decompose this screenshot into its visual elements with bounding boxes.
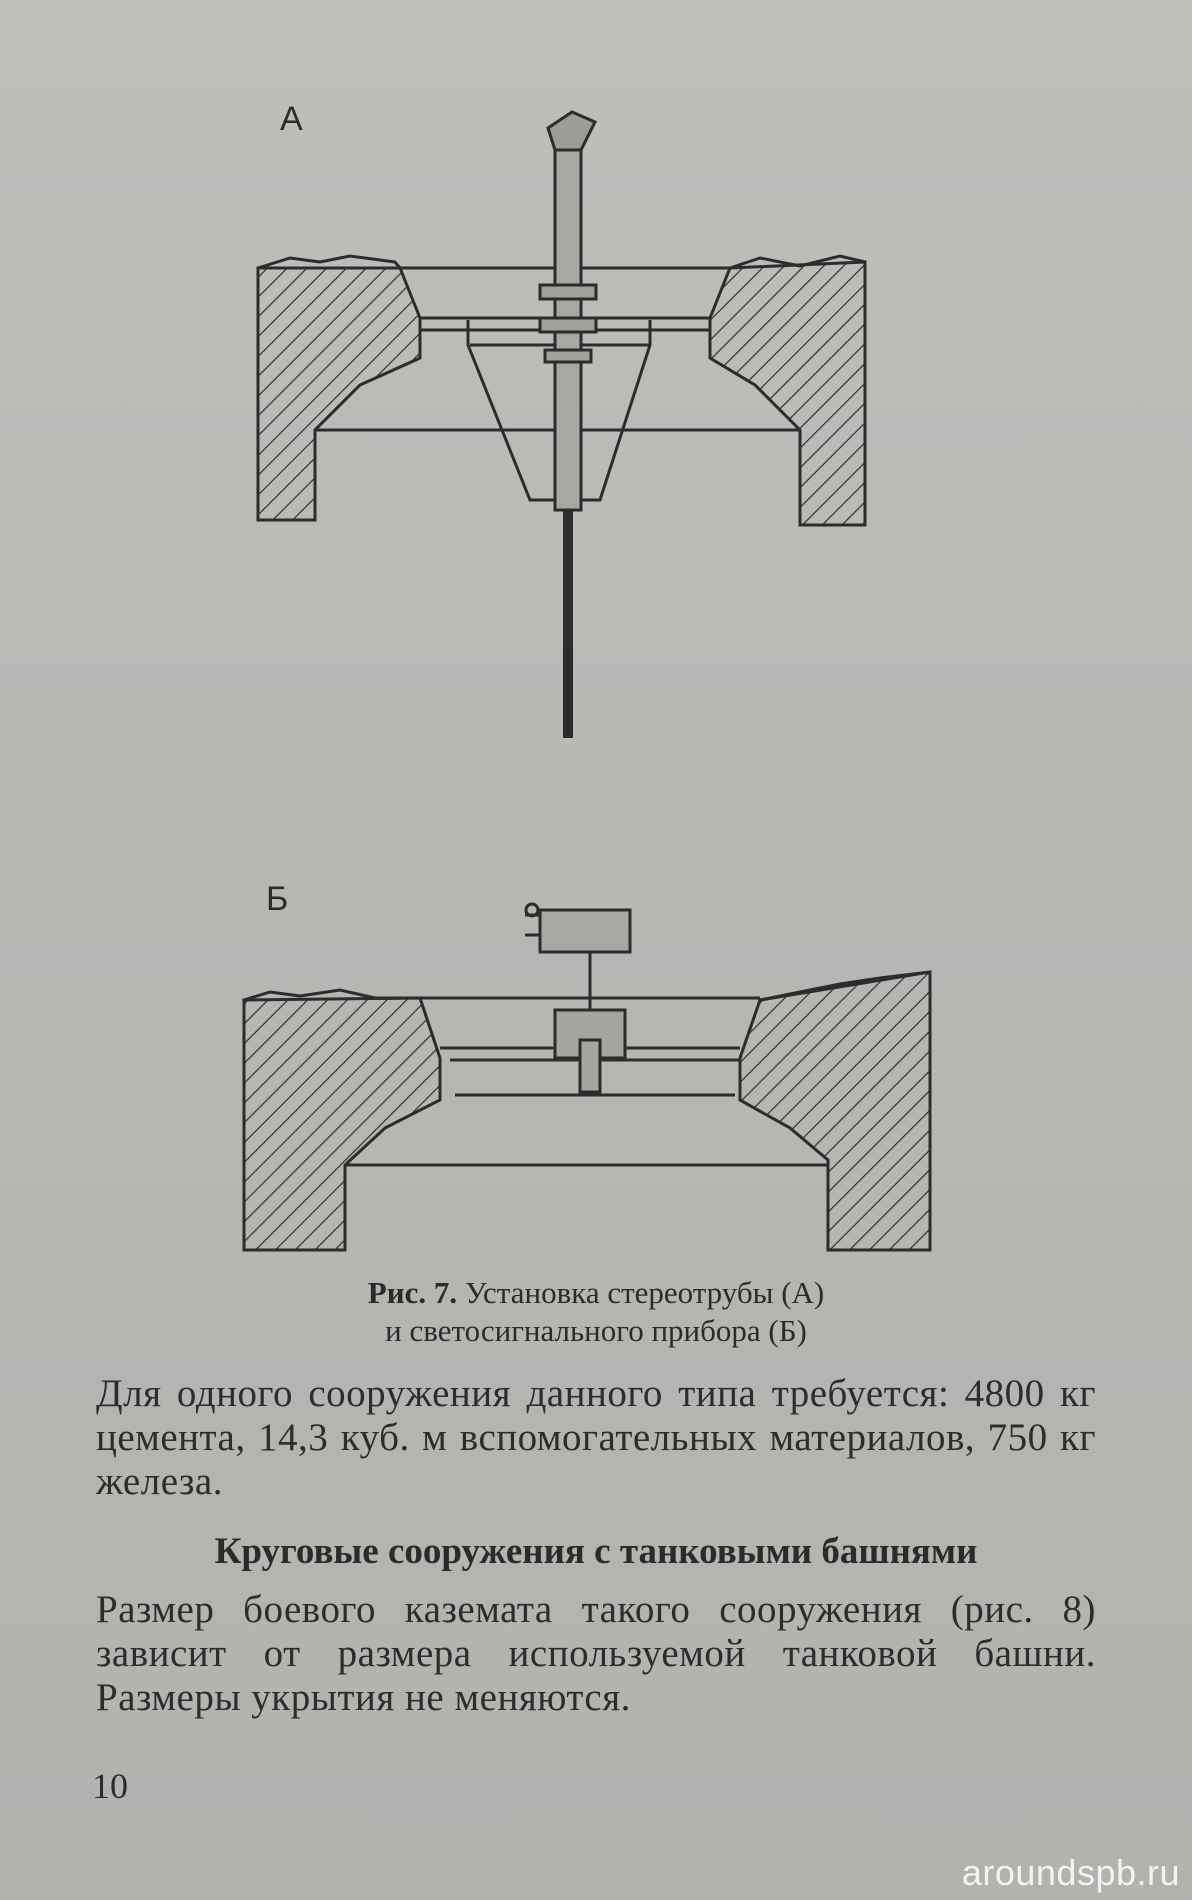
figure-caption-line2: и светосигнального прибора (Б)	[385, 1313, 807, 1348]
drawing-a-stereotube	[258, 112, 865, 738]
figure-label-a: А	[280, 100, 303, 138]
page-number: 10	[92, 1766, 128, 1806]
left-wall-b	[244, 998, 440, 1250]
right-wall-b	[740, 972, 930, 1250]
figure-caption-line1	[0, 1272, 1192, 1314]
paragraph-materials: Для одного сооружения данного типа требуется: 4800 кг цемента, 14,3 куб. м вспомогательных материалов, 750 кг железа.	[96, 1372, 1096, 1503]
figure-caption-text1: Установка стереотрубы (А)	[464, 1275, 825, 1310]
site-watermark: aroundspb.ru	[961, 1852, 1180, 1893]
section-heading: Круговые сооружения с танковыми башнями	[214, 1531, 978, 1572]
right-wall-a	[710, 262, 865, 525]
figure-label-b: Б	[266, 880, 289, 918]
drawing-b-signal-device	[244, 904, 930, 1250]
left-wall-a	[258, 268, 420, 520]
figure-caption-number: Рис. 7.	[367, 1275, 458, 1310]
paragraph-casemate: Размер боевого каземата такого сооружения (рис. 8) зависит от размера используемой танковой башни. Размеры укрытия не меняются.	[96, 1588, 1096, 1719]
signal-lamp	[540, 910, 630, 952]
